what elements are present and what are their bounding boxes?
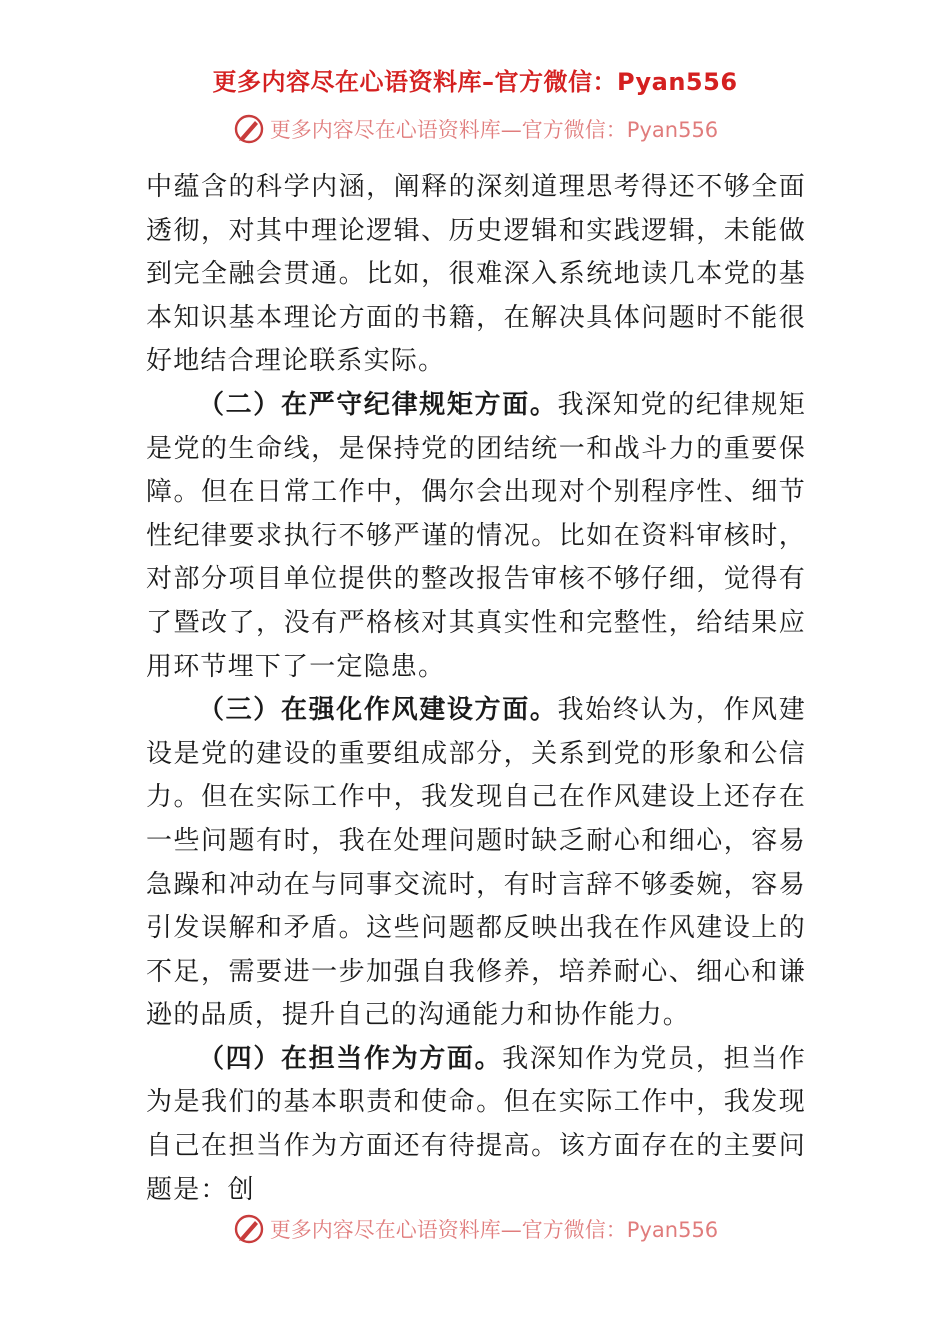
section-heading-3: （三）在强化作风建设方面。 — [198, 695, 558, 726]
pen-logo-icon — [232, 112, 266, 146]
watermark-top — [0, 112, 950, 146]
paragraph-4 — [146, 1038, 806, 1212]
paragraph-1-text: 中蕴含的科学内涵，阐释的深刻道理思考得还不够全面透彻，对其中理论逻辑、历史逻辑和实践逻辑，未能做到完全融会贯通。比如，很难深入系统地读几本党的基本知识基本理论方面的书籍，在解决具体问题时不能很好地结合理论联系实际。 — [146, 172, 806, 377]
document-body — [146, 166, 806, 1212]
section-heading-2: （二）在严守纪律规矩方面。 — [198, 389, 558, 420]
paragraph-3 — [146, 689, 806, 1038]
watermark-bottom — [0, 1212, 950, 1246]
paragraph-2-text: 我深知党的纪律规矩是党的生命线，是保持党的团结统一和战斗力的重要保障。但在日常工作中，偶尔会出现对个别程序性、细节性纪律要求执行不够严谨的情况。比如在资料审核时，对部分项目单位提供的整改报告审核不够仔细，觉得有了暨改了，没有严格核对其真实性和完整性，给结果应用环节埋下了一定隐患。 — [146, 389, 806, 682]
section-heading-4: （四）在担当作为方面。 — [198, 1043, 503, 1074]
pen-logo-icon — [232, 1212, 266, 1246]
watermark-text: 更多内容尽在心语资料库—官方微信：Pyan556 — [269, 1218, 719, 1242]
paragraph-1 — [146, 166, 806, 384]
watermark-text: 更多内容尽在心语资料库—官方微信：Pyan556 — [269, 118, 719, 142]
paragraph-2 — [146, 384, 806, 689]
top-banner: 更多内容尽在心语资料库–官方微信：Pyan556 — [212, 68, 738, 96]
paragraph-4-text: 我深知作为党员，担当作为是我们的基本职责和使命。但在实际工作中，我发现自己在担当作为方面还有待提高。该方面存在的主要问题是：创 — [146, 1043, 807, 1205]
paragraph-3-text: 我始终认为，作风建设是党的建设的重要组成部分，关系到党的形象和公信力。但在实际工作中，我发现自己在作风建设上还存在一些问题有时，我在处理问题时缺乏耐心和细心，容易急躁和冲动在与同事交流时，有时言辞不够委婉，容易引发误解和矛盾。这些问题都反映出我在作风建设上的不足，需要进一步加强自我修养，培养耐心、细心和谦逊的品质，提升自己的沟通能力和协作能力。 — [146, 695, 806, 1031]
